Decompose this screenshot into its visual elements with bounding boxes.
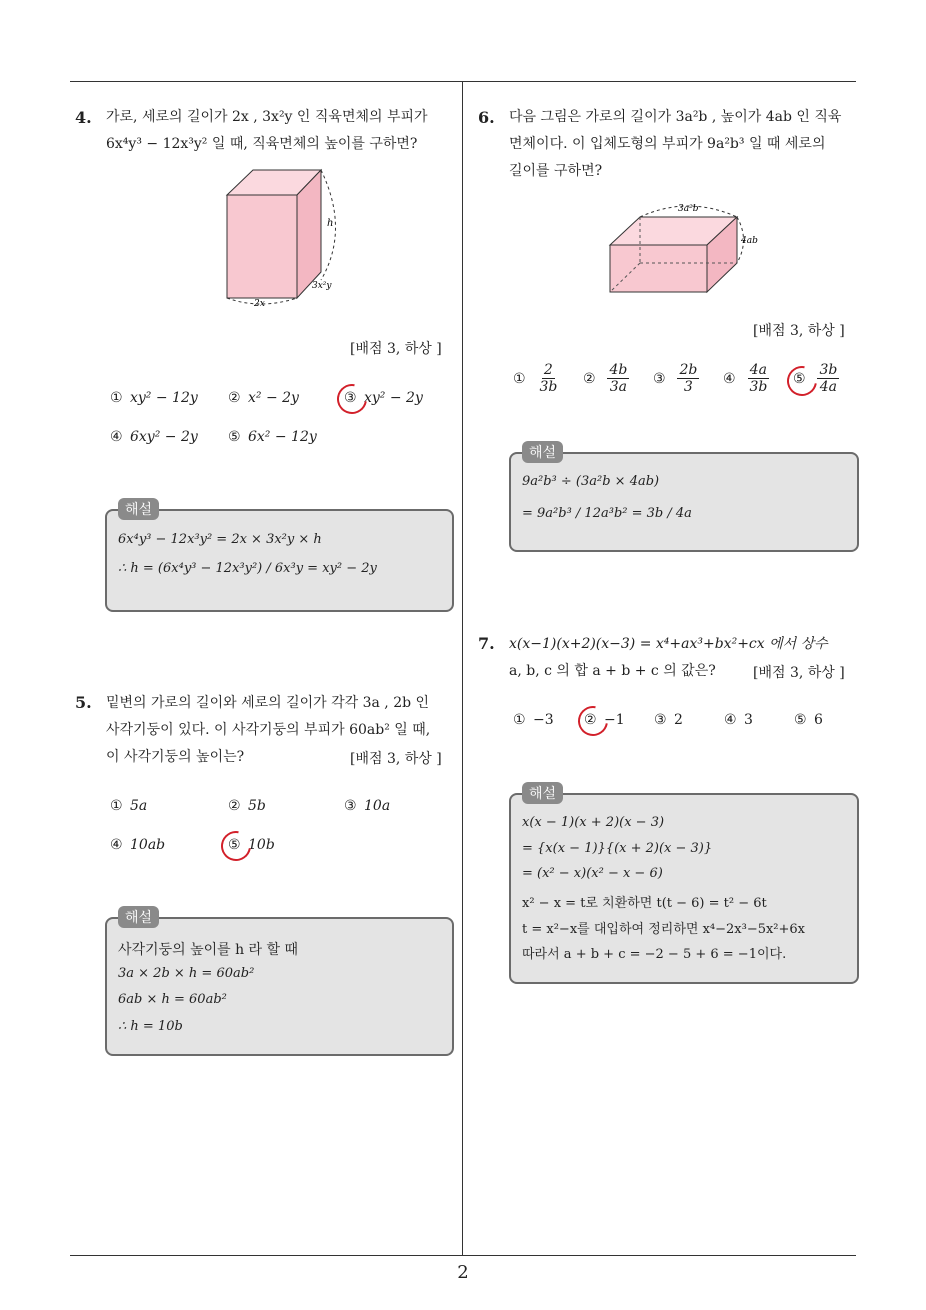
choice-number: ⑤: [228, 429, 241, 445]
choice-text: 6x² − 12y: [248, 429, 317, 445]
choice-text: 10b: [248, 837, 275, 853]
choice-3[interactable]: [653, 362, 699, 395]
fraction: [747, 362, 769, 395]
score-label: [배점 3, 하상 ]: [753, 665, 845, 681]
solution-line: 6ab × h = 60ab²: [118, 992, 227, 1007]
question-text-line: a, b, c 의 합 a + b + c 의 값은?: [509, 663, 716, 679]
solution-tag: 해설: [522, 441, 563, 463]
denominator: 3: [683, 379, 693, 395]
fraction: [607, 362, 629, 395]
choice-number: ③: [653, 370, 666, 387]
choice-text: 5b: [248, 798, 266, 814]
question-number: 4.: [75, 108, 92, 127]
numerator: 2: [543, 362, 553, 378]
choice-2[interactable]: [228, 390, 299, 406]
solution-box: [509, 452, 859, 552]
denominator: 3a: [609, 379, 628, 395]
question-number: 5.: [75, 693, 92, 712]
solution-line: ∴ h = (6x⁴y³ − 12x³y²) / 6x³y = xy² − 2y: [118, 561, 377, 576]
score-label: [배점 3, 하상 ]: [350, 751, 442, 767]
solution-line: 따라서 a + b + c = −2 − 5 + 6 = −1이다.: [522, 947, 787, 962]
answer-mark-circle: [572, 700, 614, 742]
choice-1[interactable]: [513, 362, 559, 395]
solution-line: x(x − 1)(x + 2)(x − 3): [522, 815, 665, 830]
question-number: 7.: [478, 634, 495, 653]
choice-text: xy² − 2y: [364, 390, 423, 406]
question-text-line: x(x−1)(x+2)(x−3) = x⁴+ax³+bx²+cx 에서 상수: [509, 636, 828, 652]
choice-4[interactable]: [110, 429, 198, 445]
choice-2[interactable]: [228, 798, 266, 814]
choice-number: ②: [583, 370, 596, 387]
choice-number: ④: [723, 370, 736, 387]
numerator: 4b: [609, 362, 628, 378]
solution-line: x² − x = t로 치환하면 t(t − 6) = t² − 6t: [522, 896, 767, 911]
column-divider: [462, 81, 463, 1256]
choice-text: −3: [533, 712, 554, 728]
page-number: 2: [457, 1262, 469, 1283]
answer-mark-circle: [331, 378, 373, 420]
solution-tag: 해설: [118, 498, 159, 520]
score-label: [배점 3, 하상 ]: [350, 341, 442, 357]
figure-label-width: 3a²b: [678, 204, 699, 214]
choice-number: ③: [344, 798, 357, 814]
choice-number: ①: [110, 798, 123, 814]
choice-number: ⑤: [228, 837, 241, 853]
choice-number: ⑤: [793, 370, 806, 387]
question-text-line: 6x⁴y³ − 12x³y² 일 때, 직육면체의 높이를 구하면?: [106, 136, 418, 152]
score-label: [배점 3, 하상 ]: [753, 323, 845, 339]
solution-line: = 9a²b³ / 12a³b² = 3b / 4a: [522, 506, 692, 521]
choice-text: 5a: [130, 798, 148, 814]
denominator: 3b: [749, 379, 768, 395]
question-number: 6.: [478, 108, 495, 127]
solution-line: 6x⁴y³ − 12x³y² = 2x × 3x²y × h: [118, 532, 322, 547]
question-text-line: 밑변의 가로의 길이와 세로의 길이가 각각 3a , 2b 인: [106, 695, 430, 711]
choice-text: 6xy² − 2y: [130, 429, 198, 445]
denominator: 3b: [539, 379, 558, 395]
choice-text: 10ab: [130, 837, 166, 853]
figure-label-depth: 3x²y: [312, 281, 332, 291]
choice-number: ⑤: [794, 712, 807, 728]
choice-5[interactable]: [228, 429, 317, 445]
choice-4[interactable]: [723, 362, 769, 395]
question-text-line: 가로, 세로의 길이가 2x , 3x²y 인 직육면체의 부피가: [106, 109, 428, 125]
fraction: [537, 362, 559, 395]
choice-number: ②: [228, 798, 241, 814]
solution-line: 9a²b³ ÷ (3a²b × 4ab): [522, 474, 660, 489]
fraction: [817, 362, 839, 395]
solution-line: ∴ h = 10b: [118, 1019, 183, 1034]
cuboid-figure: [600, 195, 770, 300]
choice-text: 6: [814, 712, 823, 728]
numerator: 3b: [819, 362, 838, 378]
question-text-line: 사각기둥이 있다. 이 사각기둥의 부피가 60ab² 일 때,: [106, 722, 431, 738]
question-text-line: 이 사각기둥의 높이는?: [106, 749, 245, 765]
answer-mark-circle: [215, 825, 257, 867]
bottom-rule: [70, 1255, 856, 1256]
numerator: 2b: [679, 362, 698, 378]
choice-number: ④: [110, 837, 123, 853]
choice-1[interactable]: [110, 390, 198, 406]
fraction: [677, 362, 699, 395]
figure-label-height: 4ab: [741, 236, 758, 246]
denominator: 4a: [819, 379, 838, 395]
choice-number: ②: [584, 712, 597, 728]
solution-tag: 해설: [118, 906, 159, 928]
solution-box: [105, 917, 454, 1056]
choice-number: ④: [110, 429, 123, 445]
numerator: 4a: [749, 362, 768, 378]
choice-1[interactable]: [110, 798, 147, 814]
choice-text: −1: [604, 712, 625, 728]
top-rule: [70, 81, 856, 82]
choice-2[interactable]: [583, 362, 629, 395]
question-text-line: 길이를 구하면?: [509, 163, 603, 179]
choice-1[interactable]: [513, 712, 554, 728]
choice-text: x² − 2y: [248, 390, 299, 406]
choice-text: xy² − 12y: [130, 390, 198, 406]
solution-tag: 해설: [522, 782, 563, 804]
choice-number: ③: [654, 712, 667, 728]
choice-4[interactable]: [110, 837, 165, 853]
figure-label-width: 2x: [254, 299, 265, 309]
choice-4[interactable]: [724, 712, 753, 728]
solution-line: t = x²−x를 대입하여 정리하면 x⁴−2x³−5x²+6x: [522, 922, 806, 937]
choice-text: 10a: [364, 798, 391, 814]
choice-3[interactable]: [344, 798, 390, 814]
choice-text: 2: [674, 712, 683, 728]
choice-number: ③: [344, 390, 357, 406]
choice-number: ①: [513, 370, 526, 387]
choice-number: ①: [513, 712, 526, 728]
solution-line: 사각기둥의 높이를 h 라 할 때: [118, 942, 299, 958]
choice-number: ②: [228, 390, 241, 406]
choice-text: 3: [744, 712, 753, 728]
choice-5[interactable]: [794, 712, 823, 728]
solution-line: = (x² − x)(x² − x − 6): [522, 866, 663, 881]
question-text-line: 면체이다. 이 입체도형의 부피가 9a²b³ 일 때 세로의: [509, 136, 826, 152]
choice-number: ④: [724, 712, 737, 728]
solution-line: 3a × 2b × h = 60ab²: [118, 966, 255, 981]
figure-label-height: h: [327, 218, 334, 229]
choice-3[interactable]: [654, 712, 683, 728]
choice-number: ①: [110, 390, 123, 406]
solution-line: = {x(x − 1)}{(x + 2)(x − 3)}: [522, 841, 713, 856]
question-text-line: 다음 그림은 가로의 길이가 3a²b , 높이가 4ab 인 직육: [509, 109, 842, 125]
cuboid-figure: [200, 160, 360, 310]
